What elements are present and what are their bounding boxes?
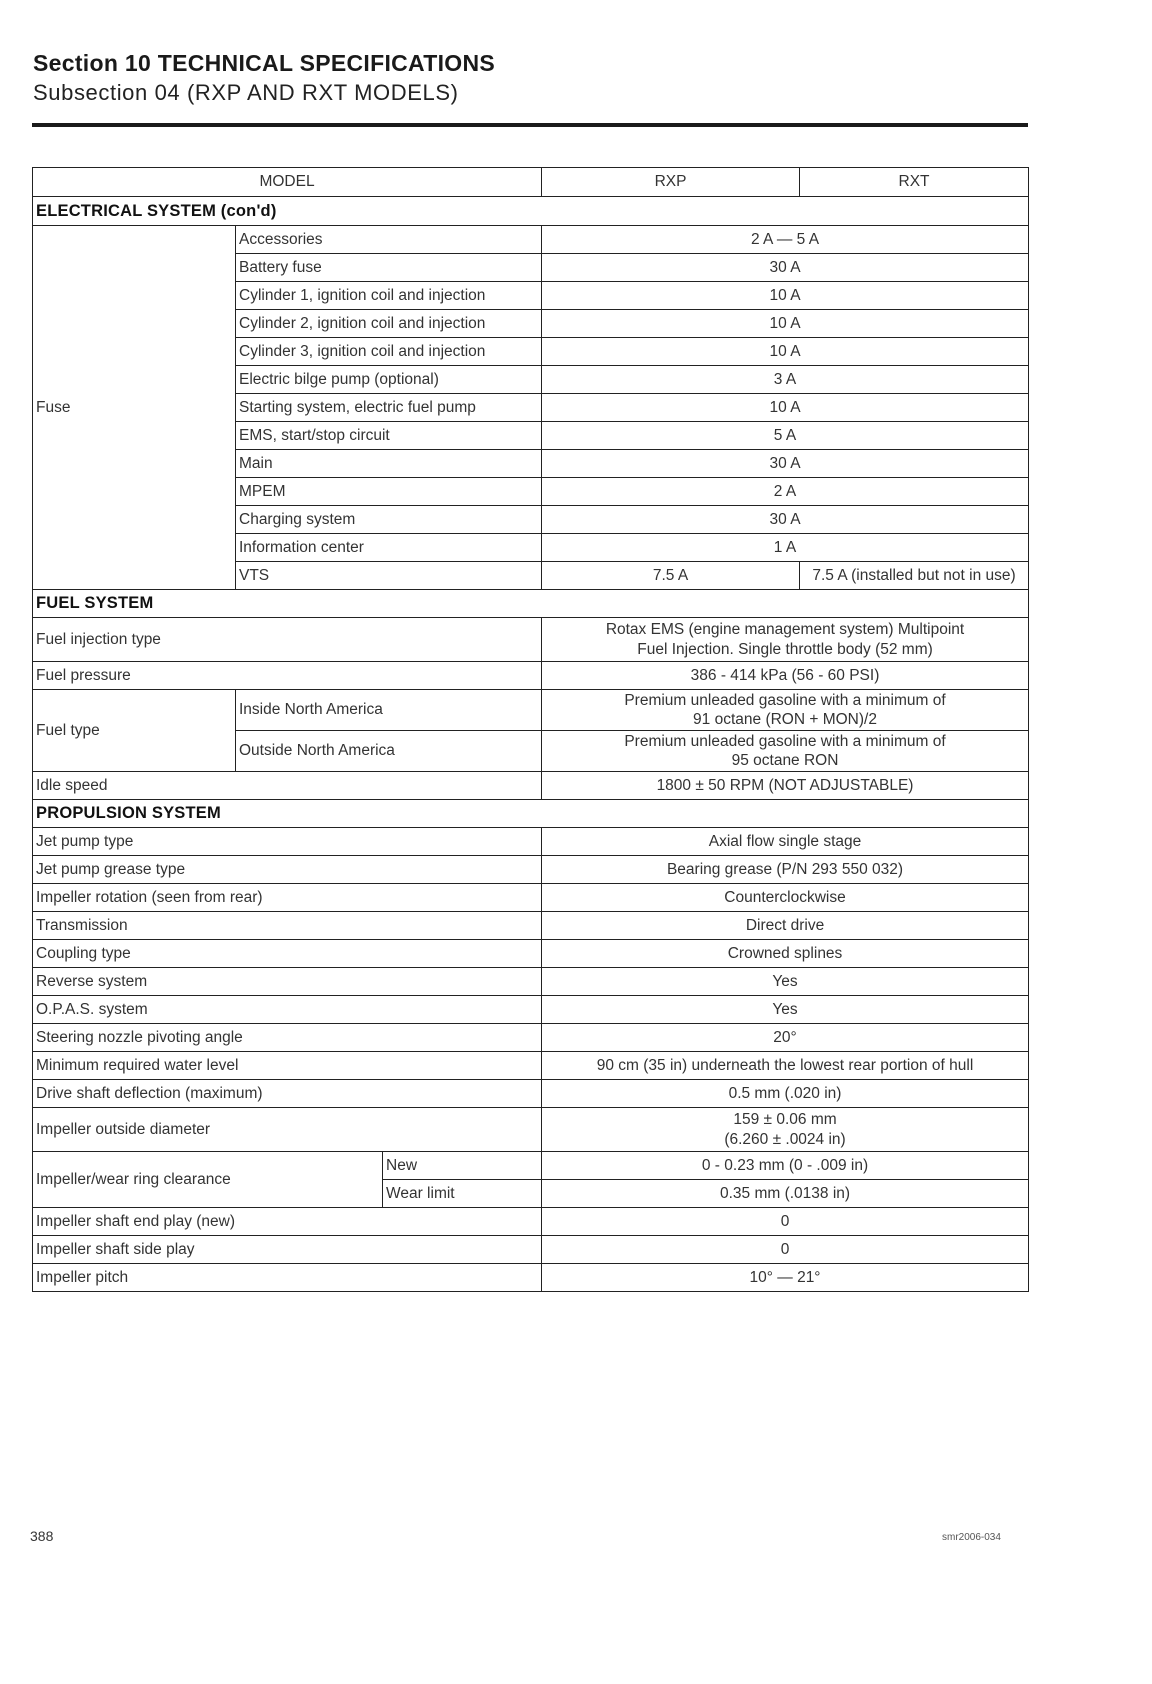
spec-value: Axial flow single stage <box>542 828 1029 856</box>
spec-value: Yes <box>542 968 1029 996</box>
spec-row <box>33 1024 1029 1052</box>
fuse-item: Battery fuse <box>236 254 542 282</box>
fuel-region-label: Inside North America <box>236 690 542 731</box>
spec-row <box>33 968 1029 996</box>
spec-row <box>33 1080 1029 1108</box>
page-number: 388 <box>30 1528 54 1544</box>
header-divider <box>32 123 1028 127</box>
fuse-rating: 2 A — 5 A <box>542 226 1029 254</box>
spec-row <box>33 856 1029 884</box>
spec-value: 0 - 0.23 mm (0 - .009 in) <box>542 1152 1029 1180</box>
fuse-item: MPEM <box>236 478 542 506</box>
model-header-row <box>33 168 1029 197</box>
spec-label: Impeller rotation (seen from rear) <box>33 884 542 912</box>
spec-row <box>33 690 1029 731</box>
subsection-title: Subsection 04 (RXP AND RXT MODELS) <box>33 80 459 105</box>
section-title: Section 10 TECHNICAL SPECIFICATIONS <box>33 50 496 76</box>
spec-value: Crowned splines <box>542 940 1029 968</box>
spec-label: Impeller shaft side play <box>33 1236 542 1264</box>
spec-label: Idle speed <box>33 772 542 800</box>
spec-row <box>33 940 1029 968</box>
spec-value: 0 <box>542 1236 1029 1264</box>
spec-row <box>33 1264 1029 1292</box>
clearance-sub-label: Wear limit <box>383 1180 542 1208</box>
spec-row <box>33 772 1029 800</box>
fuel-outside-value-line1: Premium unleaded gasoline with a minimum of <box>624 732 946 750</box>
fuse-item: EMS, start/stop circuit <box>236 422 542 450</box>
clearance-label: Impeller/wear ring clearance <box>33 1152 383 1208</box>
spec-row <box>33 884 1029 912</box>
fuse-rating: 10 A <box>542 394 1029 422</box>
section-row <box>33 800 1029 828</box>
fuse-rating: 10 A <box>542 282 1029 310</box>
spec-row <box>33 662 1029 690</box>
spec-value: Yes <box>542 996 1029 1024</box>
fuse-rating: 3 A <box>542 366 1029 394</box>
spec-label: Drive shaft deflection (maximum) <box>33 1080 542 1108</box>
spec-label: Minimum required water level <box>33 1052 542 1080</box>
spec-row <box>33 828 1029 856</box>
fuse-rating: 30 A <box>542 450 1029 478</box>
fuel-inside-value <box>542 690 1029 731</box>
spec-value: 90 cm (35 in) underneath the lowest rear portion of hull <box>542 1052 1029 1080</box>
fuse-rating: 2 A <box>542 478 1029 506</box>
injection-value-line2: Fuel Injection. Single throttle body (52 mm) <box>637 640 933 658</box>
spec-row <box>33 618 1029 662</box>
rxp-column-header: RXP <box>542 168 800 197</box>
fuel-inside-value-line1: Premium unleaded gasoline with a minimum of <box>624 691 946 709</box>
fuel-outside-value-line2: 95 octane RON <box>731 752 839 769</box>
fuel-type-label: Fuel type <box>33 690 236 772</box>
spec-label: Steering nozzle pivoting angle <box>33 1024 542 1052</box>
spec-label: Impeller shaft end play (new) <box>33 1208 542 1236</box>
fuse-item: Starting system, electric fuel pump <box>236 394 542 422</box>
spec-row <box>33 912 1029 940</box>
electrical-section-title: ELECTRICAL SYSTEM (con'd) <box>33 197 1029 226</box>
spec-value: 10° — 21° <box>542 1264 1029 1292</box>
spec-label: Jet pump type <box>33 828 542 856</box>
fuse-item: VTS <box>236 562 542 590</box>
fuse-rating: 1 A <box>542 534 1029 562</box>
spec-label: Coupling type <box>33 940 542 968</box>
fuse-rating: 30 A <box>542 506 1029 534</box>
spec-value: 1800 ± 50 RPM (NOT ADJUSTABLE) <box>542 772 1029 800</box>
spec-label: Impeller pitch <box>33 1264 542 1292</box>
spec-row <box>33 1208 1029 1236</box>
fuse-item: Electric bilge pump (optional) <box>236 366 542 394</box>
rxt-column-header: RXT <box>800 168 1029 197</box>
spec-label: O.P.A.S. system <box>33 996 542 1024</box>
spec-label: Fuel injection type <box>33 618 542 662</box>
fuel-section-title: FUEL SYSTEM <box>33 590 1029 618</box>
spec-row <box>33 1052 1029 1080</box>
spec-label: Reverse system <box>33 968 542 996</box>
spec-label: Transmission <box>33 912 542 940</box>
spec-table <box>32 167 1029 1292</box>
model-label: MODEL <box>33 168 542 197</box>
spec-row <box>33 1108 1029 1152</box>
injection-value-line1: Rotax EMS (engine management system) Multipoint <box>605 621 965 639</box>
fuse-item: Main <box>236 450 542 478</box>
fuse-item: Charging system <box>236 506 542 534</box>
fuel-inside-value-line2: 91 octane (RON + MON)/2 <box>693 711 877 728</box>
clearance-sub-label: New <box>383 1152 542 1180</box>
spec-value: Counterclockwise <box>542 884 1029 912</box>
spec-value: 0 <box>542 1208 1029 1236</box>
propulsion-section-title: PROPULSION SYSTEM <box>33 800 1029 828</box>
fuse-rating: 10 A <box>542 338 1029 366</box>
fuse-label: Fuse <box>33 226 236 590</box>
fuse-rating: 5 A <box>542 422 1029 450</box>
fuse-item: Information center <box>236 534 542 562</box>
fuse-rating: 30 A <box>542 254 1029 282</box>
injection-value <box>542 618 1029 662</box>
spec-label: Impeller outside diameter <box>33 1108 542 1152</box>
spec-value: Bearing grease (P/N 293 550 032) <box>542 856 1029 884</box>
fuel-outside-value <box>542 731 1029 772</box>
spec-value: 20° <box>542 1024 1029 1052</box>
diameter-value-line1: 159 ± 0.06 mm <box>733 1111 837 1129</box>
diameter-value-line2: (6.260 ± .0024 in) <box>724 1130 846 1148</box>
section-row <box>33 197 1029 226</box>
vts-rxt-value: 7.5 A (installed but not in use) <box>800 562 1029 590</box>
spec-value: 386 - 414 kPa (56 - 60 PSI) <box>542 662 1029 690</box>
fuse-item: Accessories <box>236 226 542 254</box>
fuel-region-label: Outside North America <box>236 731 542 772</box>
fuse-rating: 10 A <box>542 310 1029 338</box>
spec-value: 0.5 mm (.020 in) <box>542 1080 1029 1108</box>
figure-reference: smr2006-034 <box>942 1532 1001 1543</box>
section-row <box>33 590 1029 618</box>
fuse-item: Cylinder 3, ignition coil and injection <box>236 338 542 366</box>
spec-value: Direct drive <box>542 912 1029 940</box>
vts-rxp-value: 7.5 A <box>542 562 800 590</box>
fuse-item: Cylinder 2, ignition coil and injection <box>236 310 542 338</box>
spec-label: Fuel pressure <box>33 662 542 690</box>
diameter-value <box>542 1108 1029 1152</box>
spec-row <box>33 1236 1029 1264</box>
spec-label: Jet pump grease type <box>33 856 542 884</box>
spec-value: 0.35 mm (.0138 in) <box>542 1180 1029 1208</box>
spec-row <box>33 996 1029 1024</box>
fuse-row <box>33 226 1029 254</box>
fuse-item: Cylinder 1, ignition coil and injection <box>236 282 542 310</box>
spec-row <box>33 1152 1029 1180</box>
